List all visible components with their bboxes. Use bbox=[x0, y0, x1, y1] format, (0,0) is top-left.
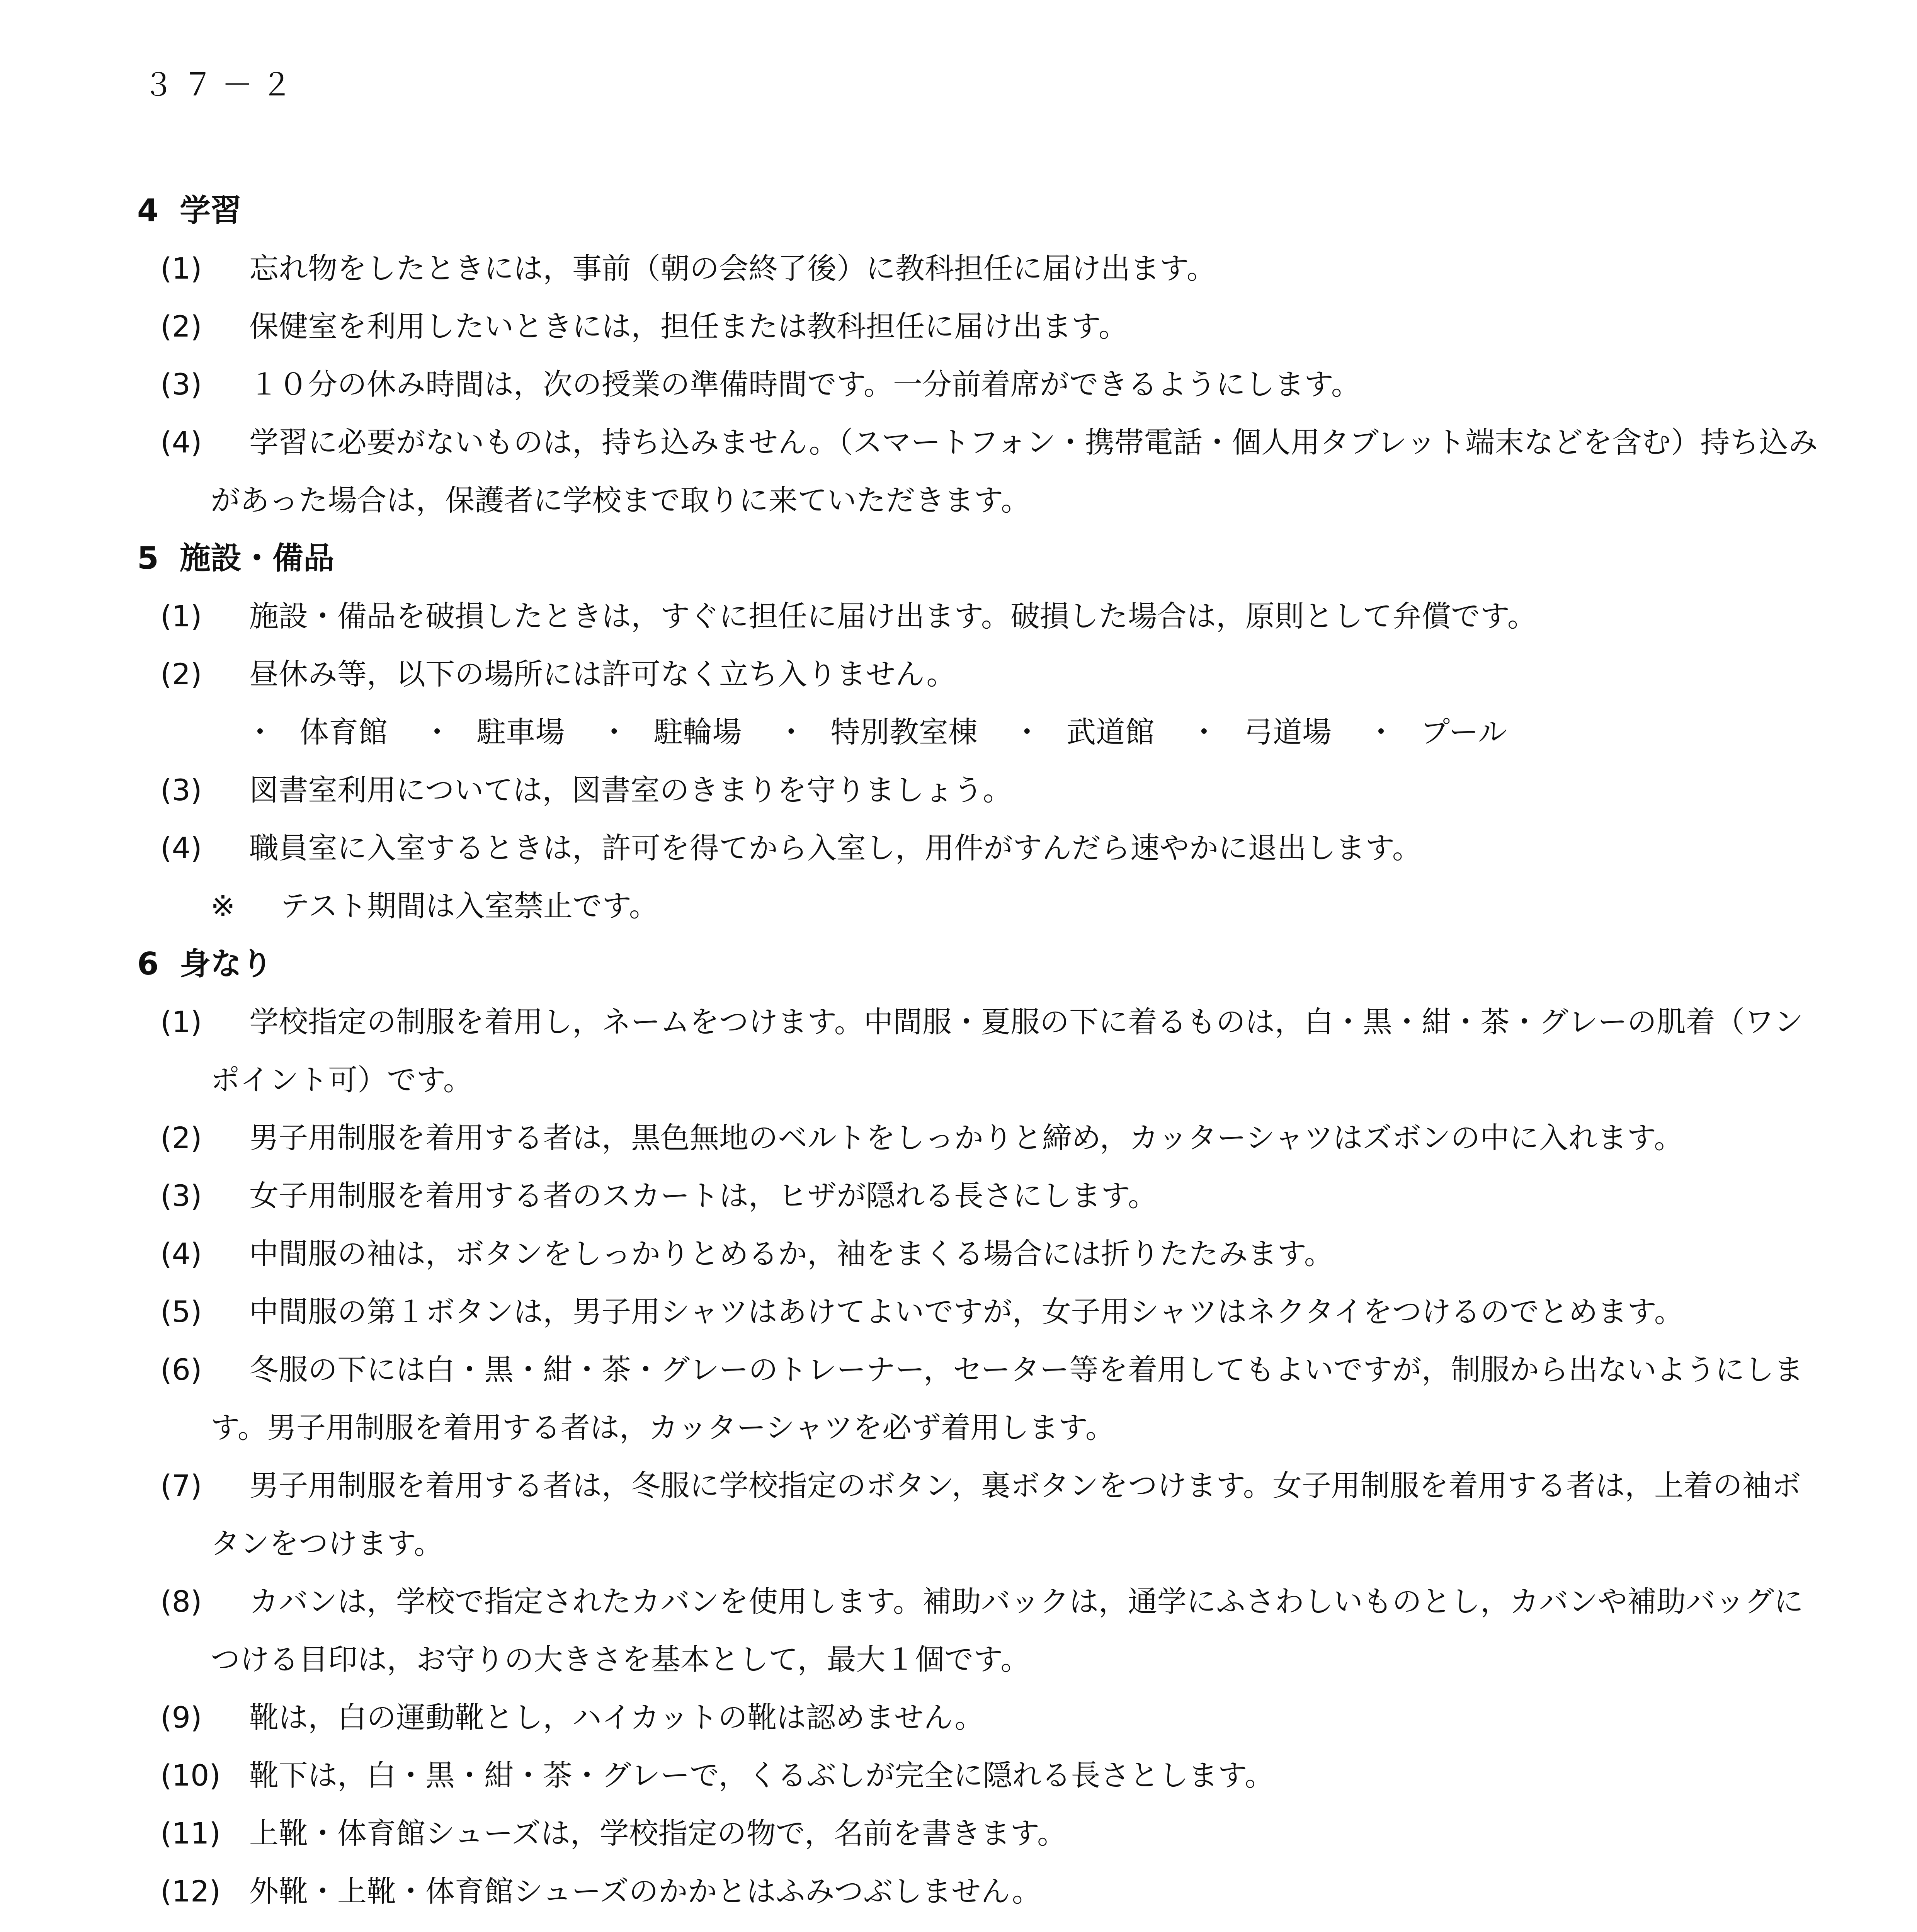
place-item: ・ 弓道場 bbox=[1189, 715, 1332, 749]
item-number: (8) bbox=[160, 1584, 202, 1619]
place-item: ・ 駐輪場 bbox=[599, 715, 742, 749]
item-text: 学習に必要がないものは，持ち込みません。（スマートフォン・携帯電話・個人用タブレット端末などを含む）持ち込みがあった場合は，保護者に学校まで取りに来ていただきます。 bbox=[211, 425, 1818, 517]
rule-item bbox=[137, 1225, 1822, 1283]
rule-item bbox=[137, 298, 1822, 355]
section-number: 4 bbox=[137, 192, 159, 228]
rule-item bbox=[137, 1862, 1822, 1920]
item-number: (2) bbox=[160, 1121, 202, 1155]
item-text: 男子用制服を着用する者は，黒色無地のベルトをしっかりと締め，カッターシャツはズボンの中に入れます。 bbox=[249, 1121, 1684, 1155]
item-text: 昼休み等，以下の場所には許可なく立ち入りません。 bbox=[249, 657, 956, 691]
place-item: ・ 特別教室棟 bbox=[776, 715, 978, 749]
rule-item bbox=[137, 1457, 1822, 1573]
item-number: (6) bbox=[160, 1352, 202, 1387]
rule-item bbox=[137, 1804, 1822, 1862]
item-text: 図書室利用については，図書室のきまりを守りましょう。 bbox=[249, 773, 1012, 807]
item-text: 施設・備品を破損したときは，すぐに担任に届け出ます。破損した場合は，原則として弁償です。 bbox=[249, 599, 1537, 633]
note-text: テスト期間は入室禁止です。 bbox=[280, 889, 658, 923]
item-text: １０分の休み時間は，次の授業の準備時間です。一分前着席ができるようにします。 bbox=[249, 367, 1361, 401]
item-text: 女子用制服を着用する者のスカートは，ヒザが隠れる長さにします。 bbox=[249, 1179, 1157, 1213]
rule-item bbox=[137, 761, 1822, 819]
item-number: (1) bbox=[160, 599, 202, 633]
item-number: (1) bbox=[160, 1005, 202, 1039]
document-body bbox=[137, 182, 1822, 1932]
item-number: (4) bbox=[160, 1236, 202, 1271]
place-item: ・ 駐車場 bbox=[422, 715, 565, 749]
rule-item bbox=[137, 645, 1822, 703]
item-number: (2) bbox=[160, 309, 202, 344]
rule-item bbox=[137, 413, 1822, 529]
place-item: ・ 体育館 bbox=[245, 715, 388, 749]
item-number: (2) bbox=[160, 657, 202, 691]
item-number: (3) bbox=[160, 367, 202, 401]
rule-item bbox=[137, 1167, 1822, 1225]
rule-item bbox=[137, 1747, 1822, 1804]
section-heading-appearance bbox=[137, 935, 1822, 993]
item-text: 中間服の第１ボタンは，男子用シャツはあけてよいですが，女子用シャツはネクタイをつけるのでとめます。 bbox=[249, 1294, 1684, 1329]
item-text: 中間服の袖は，ボタンをしっかりとめるか，袖をまくる場合には折りたたみます。 bbox=[249, 1236, 1334, 1271]
rule-item bbox=[137, 1920, 1822, 1932]
rule-item bbox=[137, 1283, 1822, 1341]
section-number: 5 bbox=[137, 540, 159, 576]
item-number: (12) bbox=[160, 1874, 221, 1908]
rule-item bbox=[137, 1573, 1822, 1689]
item-number: (1) bbox=[160, 251, 202, 286]
section-title: 施設・備品 bbox=[180, 540, 334, 576]
rule-item bbox=[137, 819, 1822, 877]
page-number: ３７－２ bbox=[143, 67, 301, 103]
rule-item bbox=[137, 240, 1822, 298]
note bbox=[137, 877, 1822, 935]
item-number: (4) bbox=[160, 831, 202, 865]
item-number: (11) bbox=[160, 1816, 221, 1850]
item-number: (10) bbox=[160, 1758, 221, 1793]
item-number: (3) bbox=[160, 773, 202, 807]
note-mark: ※ bbox=[211, 889, 235, 923]
place-item: ・ プール bbox=[1366, 715, 1507, 749]
item-text: 冬服の下には白・黒・紺・茶・グレーのトレーナー，セーター等を着用してもよいですが，制服から出ないようにします。男子用制服を着用する者は，カッターシャツを必ず着用します。 bbox=[211, 1352, 1803, 1445]
item-text: 男子用制服を着用する者は，冬服に学校指定のボタン，裏ボタンをつけます。女子用制服を着用する者は，上着の袖ボタンをつけます。 bbox=[211, 1468, 1801, 1561]
item-text: 保健室を利用したいときには，担任または教科担任に届け出ます。 bbox=[249, 309, 1128, 344]
item-text: 外靴・上靴・体育館シューズのかかとはふみつぶしません。 bbox=[249, 1874, 1041, 1908]
rule-item bbox=[137, 355, 1822, 413]
item-text: 靴下は，白・黒・紺・茶・グレーで，くるぶしが完全に隠れる長さとします。 bbox=[249, 1758, 1274, 1793]
item-number: (9) bbox=[160, 1700, 202, 1735]
section-title: 身なり bbox=[180, 946, 272, 982]
item-text: 職員室に入室するときは，許可を得てから入室し，用件がすんだら速やかに退出します。 bbox=[249, 831, 1422, 865]
section-heading-study bbox=[137, 182, 1822, 240]
item-number: (3) bbox=[160, 1179, 202, 1213]
place-item: ・ 武道館 bbox=[1012, 715, 1155, 749]
rule-item bbox=[137, 1689, 1822, 1747]
item-number: (7) bbox=[160, 1468, 202, 1503]
rule-item bbox=[137, 587, 1822, 645]
item-text: カバンは，学校で指定されたカバンを使用します。補助バックは，通学にふさわしいものとし，カバンや補助バッグにつける目印は，お守りの大きさを基本として，最大１個です。 bbox=[211, 1584, 1803, 1677]
item-number: (5) bbox=[160, 1294, 202, 1329]
restricted-places-list bbox=[137, 703, 1822, 761]
item-number bbox=[160, 1920, 211, 1932]
rule-item bbox=[137, 1341, 1822, 1457]
item-text: 上靴・体育館シューズは，学校指定の物で，名前を書きます。 bbox=[249, 1816, 1067, 1850]
item-text: 学校指定の制服を着用し，ネームをつけます。中間服・夏服の下に着るものは，白・黒・紺・茶・グレーの肌着（ワンポイント可）です。 bbox=[211, 1005, 1803, 1097]
rule-item bbox=[137, 1109, 1822, 1167]
section-heading-facilities bbox=[137, 529, 1822, 587]
item-text: 靴は，白の運動靴とし，ハイカットの靴は認めません。 bbox=[249, 1700, 984, 1735]
rule-item bbox=[137, 993, 1822, 1109]
item-number: (4) bbox=[160, 425, 202, 459]
section-title: 学習 bbox=[180, 192, 242, 228]
section-number: 6 bbox=[137, 946, 159, 982]
item-text: 忘れ物をしたときには，事前（朝の会終了後）に教科担任に届け出ます。 bbox=[249, 251, 1216, 286]
